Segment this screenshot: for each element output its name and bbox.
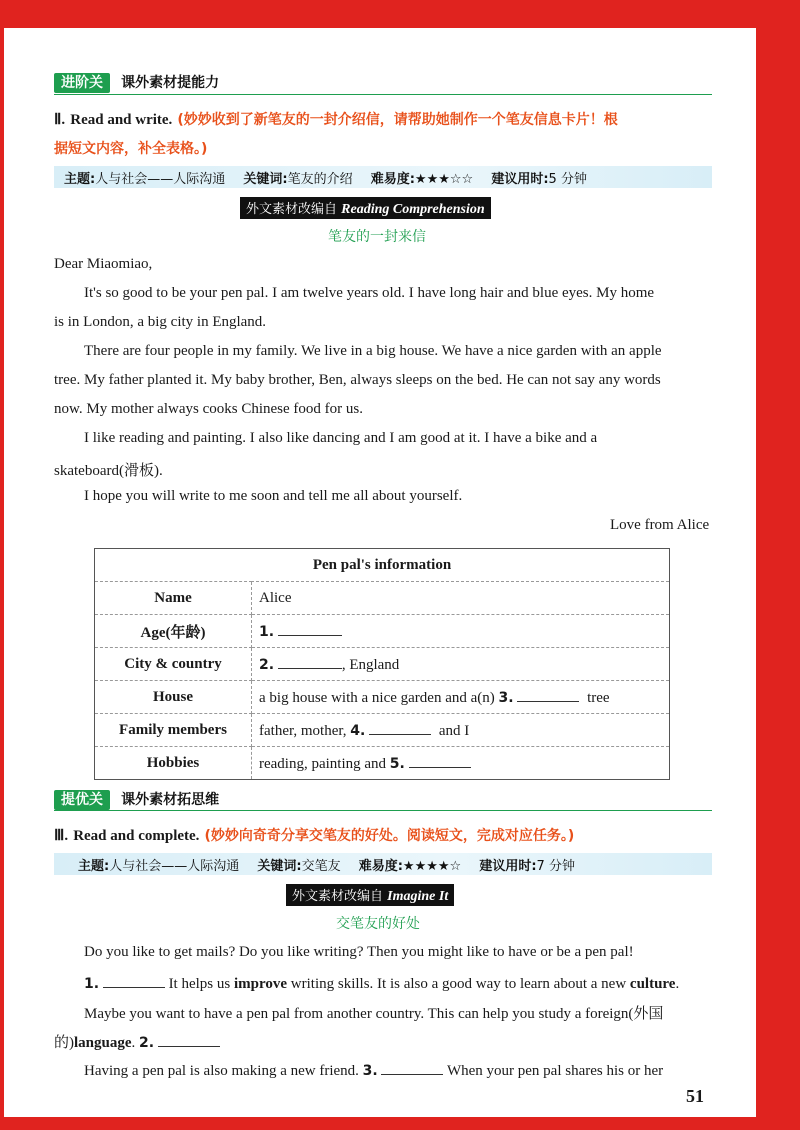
passage-blank-1[interactable]	[103, 973, 165, 988]
time-label: 建议用时:	[479, 859, 537, 874]
time-value: 7 分钟	[536, 859, 575, 874]
keyword-value: 交笔友	[301, 859, 341, 874]
answer-blank-2[interactable]	[278, 654, 342, 669]
letter-greeting: Dear Miaomiao,	[54, 256, 153, 272]
passage-line	[84, 1060, 663, 1080]
question-2-header	[54, 109, 618, 129]
page-border-right	[756, 0, 800, 1130]
theme-value: 人与社会——人际沟通	[95, 172, 226, 187]
letter-line: now. My mother always cooks Chinese food for us.	[54, 401, 363, 417]
passage-line: Maybe you want to have a pen pal from another country. This can help you study a foreign(外国	[84, 1006, 664, 1022]
letter-line: It's so good to be your pen pal. I am twelve years old. I have long hair and blue eyes. My home	[84, 285, 655, 301]
time-value: 5 分钟	[548, 172, 587, 187]
source-2-prefix: 外文素材改编自	[292, 889, 384, 904]
table-row	[95, 648, 670, 681]
row-value-prefix: father, mother,	[259, 723, 347, 739]
source-1-book: Reading Comprehension	[341, 202, 485, 217]
letter-line: skateboard(滑板).	[54, 463, 163, 479]
theme-label: 主题:	[64, 172, 96, 187]
letter-line: I like reading and painting. I also like dancing and I am good at it. I have a bike and a	[84, 430, 598, 446]
row-value-suffix: , England	[341, 657, 400, 673]
letter-line: There are four people in my family. We live in a big house. We have a nice garden with an apple	[84, 343, 662, 359]
page-border-left	[0, 0, 4, 1130]
theme-value: 人与社会——人际沟通	[109, 859, 240, 874]
blank-number: 3.	[362, 1063, 378, 1079]
source-1-prefix: 外文素材改编自	[246, 202, 338, 217]
row-value	[252, 648, 670, 681]
passage-text: It helps us	[168, 976, 231, 992]
row-label: Age(年龄)	[95, 615, 252, 648]
table-row	[95, 615, 670, 648]
question-3-instruction: (妙妙向奇奇分享交笔友的好处。阅读短文，完成对应任务。)	[204, 828, 575, 844]
blank-number: 2.	[139, 1035, 155, 1051]
difficulty-stars: ★★★☆☆	[414, 172, 474, 187]
section-1-badge: 进阶关	[54, 73, 110, 93]
passage-text: .	[675, 976, 680, 992]
theme-label: 主题:	[78, 859, 110, 874]
info-row-1	[64, 168, 587, 187]
letter-closing: Love from Alice	[610, 517, 710, 533]
table-row	[95, 582, 670, 615]
row-value-prefix: a big house with a nice garden and a(n)	[259, 690, 495, 706]
passage-line	[84, 973, 679, 993]
keyword-value: 笔友的介绍	[287, 172, 353, 187]
passage-title: 交笔友的好处	[336, 916, 420, 932]
row-value	[252, 681, 670, 714]
letter-line: I hope you will write to me soon and tell me all about yourself.	[84, 488, 463, 504]
section-1-header	[54, 72, 219, 92]
time-label: 建议用时:	[491, 172, 549, 187]
source-label-2	[286, 884, 454, 906]
section-2-header	[54, 789, 219, 809]
section-2-badge: 提优关	[54, 790, 110, 810]
section-2-title: 课外素材拓思维	[121, 792, 220, 808]
row-value-prefix: reading, painting and	[259, 756, 387, 772]
source-label-1	[240, 197, 491, 219]
question-3-number: Ⅲ.	[54, 828, 69, 844]
keyword-label: 关键词:	[257, 859, 302, 874]
answer-blank-3[interactable]	[517, 687, 579, 702]
blank-number: 5.	[389, 756, 405, 772]
row-value-suffix: and I	[438, 723, 470, 739]
pen-pal-info-table	[94, 548, 670, 780]
row-label: House	[95, 681, 252, 714]
row-value: Alice	[252, 582, 670, 615]
table-row	[95, 747, 670, 780]
passage-text: Having a pen pal is also making a new friend.	[84, 1063, 359, 1079]
answer-blank-5[interactable]	[409, 753, 471, 768]
section-2-rule	[54, 810, 712, 811]
row-value	[252, 714, 670, 747]
difficulty-stars: ★★★★☆	[402, 859, 462, 874]
passage-text: When your pen pal shares his or her	[446, 1063, 664, 1079]
letter-line: is in London, a big city in England.	[54, 314, 267, 330]
section-1-title: 课外素材提能力	[121, 75, 220, 91]
table-row	[95, 714, 670, 747]
row-label: Family members	[95, 714, 252, 747]
question-2-title: Read and write.	[70, 112, 173, 128]
passage-blank-3[interactable]	[381, 1060, 443, 1075]
answer-blank-1[interactable]	[278, 621, 342, 636]
passage-blank-2[interactable]	[158, 1032, 220, 1047]
answer-blank-4[interactable]	[369, 720, 431, 735]
passage-text: 的)	[54, 1035, 74, 1051]
passage-line: Do you like to get mails? Do you like writing? Then you might like to have or be a pen pal!	[84, 944, 634, 960]
keyword-label: 关键词:	[243, 172, 288, 187]
question-2-instruction-2: 据短文内容，补全表格。)	[54, 141, 208, 157]
row-label: Name	[95, 582, 252, 615]
blank-number: 2.	[259, 657, 275, 673]
info-row-2	[78, 855, 575, 874]
difficulty-label: 难易度:	[370, 172, 415, 187]
row-value-suffix: tree	[587, 690, 610, 706]
row-label: Hobbies	[95, 747, 252, 780]
passage-line	[54, 1031, 220, 1052]
row-value	[252, 615, 670, 648]
blank-number: 3.	[498, 690, 514, 706]
blank-number: 1.	[259, 624, 275, 640]
keyword-language: language	[74, 1035, 132, 1051]
section-1-rule	[54, 94, 712, 95]
question-3-title: Read and complete.	[73, 828, 200, 844]
passage-text: .	[131, 1035, 136, 1051]
question-3-header	[54, 825, 574, 845]
letter-title: 笔友的一封来信	[328, 229, 426, 245]
blank-number: 1.	[84, 976, 100, 992]
table-header: Pen pal's information	[95, 549, 670, 582]
table-header-row	[95, 549, 670, 582]
row-value	[252, 747, 670, 780]
page-number: 51	[686, 1086, 704, 1106]
passage-text: writing skills. It is also a good way to learn about a new	[290, 976, 627, 992]
letter-line: tree. My father planted it. My baby brother, Ben, always sleeps on the bed. He can not say any words	[54, 372, 661, 388]
keyword-culture: culture	[629, 976, 676, 992]
question-2-instruction-1: (妙妙收到了新笔友的一封介绍信，请帮助她制作一个笔友信息卡片！根	[177, 112, 618, 128]
source-2-book: Imagine It	[387, 889, 449, 904]
keyword-improve: improve	[233, 976, 288, 992]
row-label: City & country	[95, 648, 252, 681]
question-2-number: Ⅱ.	[54, 112, 66, 128]
difficulty-label: 难易度:	[358, 859, 403, 874]
blank-number: 4.	[350, 723, 366, 739]
table-row	[95, 681, 670, 714]
page-border-bottom	[0, 1117, 800, 1130]
page-border-top	[0, 0, 800, 28]
